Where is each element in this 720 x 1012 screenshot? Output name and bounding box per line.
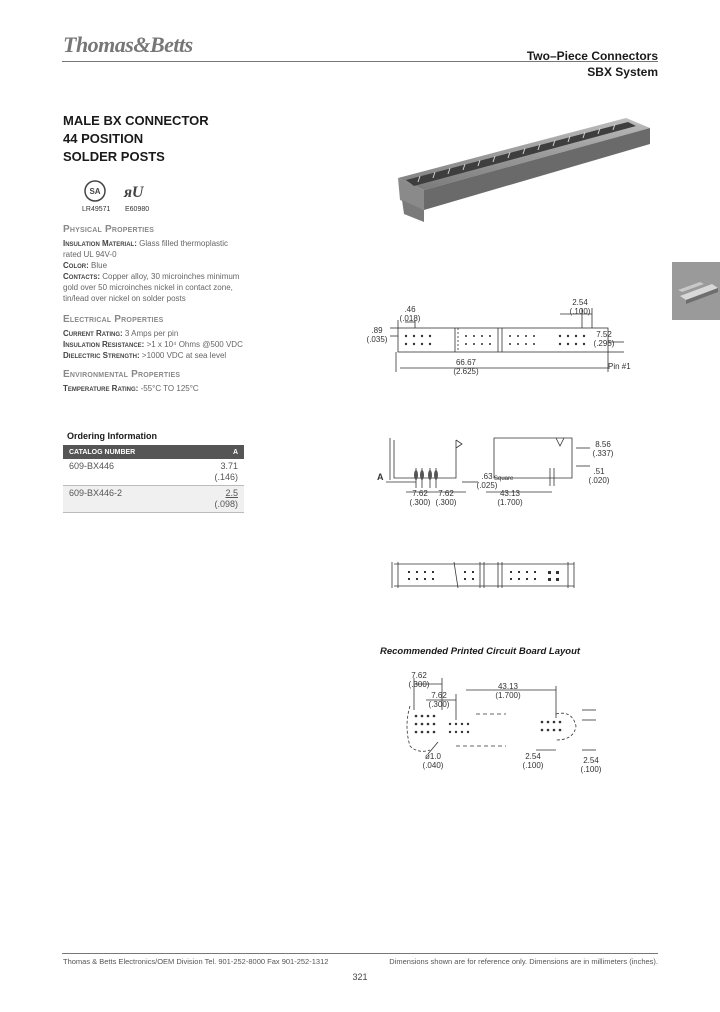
- dielectric-label: Dielectric Strength:: [63, 351, 140, 360]
- pcb-layout-title: Recommended Printed Circuit Board Layout: [380, 646, 581, 657]
- current-rating: [63, 328, 283, 339]
- dim-856-mm: 8.56: [595, 440, 611, 449]
- temp-label: Temperature Rating:: [63, 384, 139, 393]
- ul-icon: [122, 180, 150, 202]
- temperature-rating: [63, 383, 283, 394]
- catalog-cell: 609-BX446-2: [63, 486, 187, 513]
- resistance-label: Insulation Resistance:: [63, 340, 145, 349]
- dim-89: [362, 326, 392, 344]
- contacts-line-3: tin/lead over nickel on solder posts: [63, 294, 186, 303]
- dim-a-label: A: [377, 472, 384, 482]
- pcb-dim-254b-in: (.100): [580, 765, 602, 774]
- pcb-dim-762b: [424, 691, 454, 709]
- physical-heading: Physical Properties: [63, 224, 155, 235]
- temp-value: -55°C TO 125°C: [140, 384, 199, 393]
- dim-4313: [492, 489, 528, 507]
- dim-46-mm: .46: [404, 305, 416, 314]
- dielectric-value: >1000 VDC at sea level: [141, 351, 227, 360]
- pcb-dim-762b-mm: 7.62: [431, 691, 447, 700]
- current-value: 3 Amps per pin: [124, 329, 179, 338]
- electrical-heading: Electrical Properties: [63, 314, 164, 325]
- ul-number: E60980: [125, 206, 150, 213]
- dielectric-strength: [63, 350, 283, 361]
- pcb-dim-254-in: (.100): [522, 761, 544, 770]
- a-cell: [187, 486, 244, 513]
- insulation-rating: rated UL 94V-0: [63, 250, 117, 259]
- contacts-label: Contacts:: [63, 272, 100, 281]
- footer-contact: Thomas & Betts Electronics/OEM Division Tel. 901-252-8000 Fax 901-252-1312: [63, 957, 329, 966]
- dim-752: [588, 330, 620, 348]
- header-section-label: [527, 48, 658, 80]
- dim-762a-mm: 7.62: [412, 489, 428, 498]
- svg-text:ᴙU: ᴙU: [124, 184, 144, 201]
- insulation-value: Glass filled thermoplastic: [139, 239, 229, 248]
- dim-856: [588, 440, 618, 458]
- ordering-title: Ordering Information: [67, 431, 157, 441]
- footer-rule: [62, 953, 658, 954]
- title-line-1: MALE BX CONNECTOR: [63, 113, 209, 128]
- dim-89-in: (.035): [366, 335, 388, 344]
- dim-51: [584, 467, 614, 485]
- pcb-dim-4313: [490, 682, 526, 700]
- svg-text:SA: SA: [89, 187, 101, 196]
- product-title: [63, 112, 209, 166]
- pcb-dim-254: [518, 752, 548, 770]
- footer-disclaimer: Dimensions shown are for reference only. Dimensions are in millimeters (inches).: [389, 957, 658, 966]
- dim-89-mm: .89: [371, 326, 383, 335]
- dim-6667-mm: 66.67: [455, 358, 477, 367]
- csa-mark: [84, 180, 106, 207]
- pcb-dim-762: [404, 671, 434, 689]
- pcb-dim-762-in: (.300): [408, 680, 430, 689]
- title-line-2: 44 POSITION: [63, 131, 144, 146]
- drawing-bottom-view: [384, 560, 584, 595]
- col-catalog-number: CATALOG NUMBER: [63, 445, 187, 459]
- a-cell: [187, 459, 244, 486]
- dim-762-b: [430, 489, 462, 507]
- pcb-dim-4313-mm: 43.13: [497, 682, 519, 691]
- dim-51-mm: .51: [593, 467, 605, 476]
- dim-254: [565, 298, 595, 316]
- pcb-dim-762-mm: 7.62: [411, 671, 427, 680]
- physical-properties: [63, 224, 283, 304]
- square-label: Square: [494, 476, 514, 482]
- a-mm: 3.71: [220, 461, 238, 471]
- pin-1-label: Pin #1: [608, 362, 631, 371]
- dim-63-mm: .63: [481, 472, 493, 481]
- header-line-2: SBX System: [587, 65, 658, 79]
- insulation-label: Insulation Material:: [63, 239, 137, 248]
- dim-46: [395, 305, 425, 323]
- color-label: Color:: [63, 261, 89, 270]
- pcb-dim-254-mm: 2.54: [525, 752, 541, 761]
- electrical-properties: [63, 314, 283, 361]
- dim-254-mm: 2.54: [572, 298, 588, 307]
- contacts: [63, 271, 283, 282]
- title-line-3: SOLDER POSTS: [63, 149, 165, 164]
- contacts-value: Copper alloy, 30 microinches minimum: [102, 272, 240, 281]
- section-tab-image: [672, 262, 720, 320]
- product-photo: [388, 110, 658, 245]
- dim-254-in: (.100): [569, 307, 591, 316]
- insulation-material: [63, 238, 283, 249]
- pcb-dim-hole-in: (.040): [422, 761, 444, 770]
- a-in: (.146): [214, 472, 238, 482]
- color: [63, 260, 283, 271]
- dim-762b-mm: 7.62: [438, 489, 454, 498]
- insulation-resistance: [63, 339, 283, 350]
- pcb-dim-4313-in: (1.700): [495, 691, 521, 700]
- environmental-heading: Environmental Properties: [63, 369, 181, 380]
- contacts-line-2: gold over 50 microinches nickel in contact zone,: [63, 283, 233, 292]
- dim-4313-in: (1.700): [497, 498, 523, 507]
- pcb-dim-254b: [576, 756, 606, 774]
- csa-icon: [84, 180, 106, 202]
- header-line-1: Two–Piece Connectors: [526, 49, 658, 63]
- pcb-dim-hole: [418, 752, 448, 770]
- dim-752-mm: 7.52: [596, 330, 612, 339]
- pcb-dim-254b-mm: 2.54: [583, 756, 599, 765]
- pcb-dim-hole-mm: ø1.0: [424, 752, 441, 761]
- dim-762b-in: (.300): [435, 498, 457, 507]
- color-value: Blue: [91, 261, 108, 270]
- dim-46-in: (.018): [399, 314, 421, 323]
- dim-51-in: (.020): [588, 476, 610, 485]
- current-label: Current Rating:: [63, 329, 123, 338]
- csa-number: LR49571: [82, 206, 111, 213]
- dim-752-in: (.295): [593, 339, 615, 348]
- page-number: 321: [352, 972, 368, 982]
- environmental-properties: [63, 369, 283, 394]
- table-row: [63, 486, 244, 513]
- brand-logo: Thomas&Betts: [63, 32, 193, 57]
- dim-762a-in: (.300): [409, 498, 431, 507]
- table-row: [63, 459, 244, 486]
- a-mm: 2.5: [225, 488, 238, 498]
- dim-6667-in: (2.625): [453, 367, 479, 376]
- resistance-value: >1 x 10⁴ Ohms @500 VDC: [146, 340, 243, 349]
- dim-856-in: (.337): [592, 449, 614, 458]
- ordering-header: [63, 445, 244, 459]
- catalog-cell: 609-BX446: [63, 459, 187, 486]
- dim-4313-mm: 43.13: [499, 489, 521, 498]
- dim-6667: [448, 358, 484, 376]
- dim-63-in: (.025): [476, 481, 498, 490]
- col-a: A: [187, 445, 244, 459]
- a-in: (.098): [214, 499, 238, 509]
- ul-mark: [122, 180, 150, 207]
- ordering-table: [63, 445, 244, 513]
- pcb-dim-762b-in: (.300): [428, 700, 450, 709]
- connector-photo-icon: [388, 110, 658, 240]
- connector-thumbnail-icon: [672, 262, 720, 320]
- bottom-view-drawing: [384, 560, 584, 590]
